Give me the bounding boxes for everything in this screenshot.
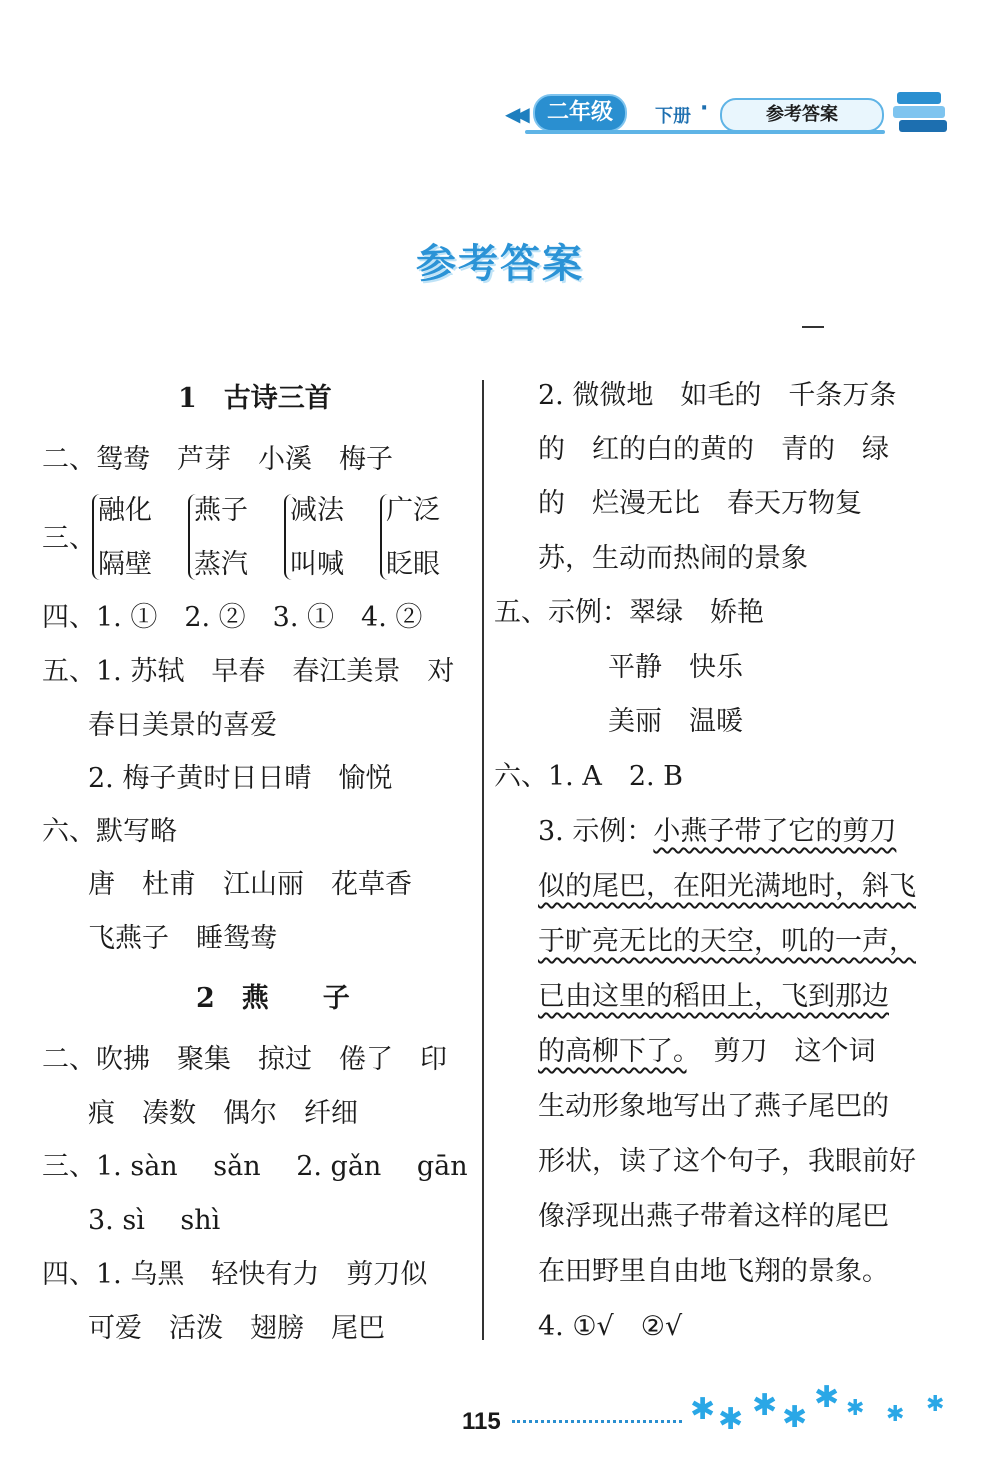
quoted-sentence: 的高柳下了。 [538, 1036, 687, 1067]
volume-label: 下册 [655, 106, 691, 127]
answer-line: 2. 梅子黄时日日晴 愉悦 [88, 763, 393, 794]
stars-decoration [690, 1378, 980, 1438]
header-separator: · [700, 96, 709, 121]
star-icon: ✱ [886, 1402, 905, 1427]
double-arrow-icon: ◀◀ [505, 102, 524, 126]
answer-line-prefix: 三、 [42, 523, 96, 554]
answer-line: 五、示例：翠绿 娇艳 [494, 597, 764, 628]
answer-line: 二、鸳鸯 芦芽 小溪 梅子 [42, 444, 393, 475]
page-title: 参考答案 [416, 241, 584, 287]
answer-line: 三、1. sàn sǎn 2. gǎn gān [42, 1151, 468, 1182]
pair-top-2: 燕子 [194, 495, 248, 526]
star-icon: ✱ [926, 1392, 945, 1417]
answer-line [538, 815, 896, 849]
star-icon: ✱ [690, 1392, 716, 1427]
column-divider [482, 380, 484, 1340]
answer-line: 4. ①√ ②√ [538, 1311, 683, 1342]
quoted-sentence: 小燕子带了它的剪刀 [653, 816, 897, 847]
answer-line: 可爱 活泼 翅膀 尾巴 [88, 1313, 385, 1344]
section-title-2: 2 燕 子 [196, 983, 350, 1014]
star-icon: ✱ [782, 1400, 808, 1435]
answer-line: 美丽 温暖 [608, 706, 743, 737]
answer-line: 平静 快乐 [608, 652, 743, 683]
grade-badge: 二年级 [533, 94, 627, 132]
pair-top-1: 融化 [98, 495, 152, 526]
answer-line: 生动形象地写出了燕子尾巴的 [538, 1091, 889, 1122]
star-icon: ✱ [846, 1396, 865, 1421]
example-prefix: 3. 示例： [538, 816, 654, 847]
answer-line: 唐 杜甫 江山丽 花草香 [88, 869, 412, 900]
pair-bottom-4: 眨眼 [386, 549, 440, 580]
answer-line: 形状，读了这个句子，我眼前好 [538, 1146, 916, 1177]
page-number: 115 [462, 1408, 501, 1435]
answer-line: 六、1. A 2. B [494, 761, 684, 792]
answer-line: 苏，生动而热闹的景象 [538, 543, 808, 574]
dotted-leader [512, 1420, 682, 1423]
quoted-sentence: 已由这里的稻田上，飞到那边 [538, 981, 889, 1012]
answer-line: 的 烂漫无比 春天万物复 [538, 488, 862, 519]
answer-line: 四、1. 乌黑 轻快有力 剪刀似 [42, 1259, 428, 1290]
answer-line: 痕 凑数 偶尔 纤细 [88, 1098, 358, 1129]
answer-line [538, 1035, 876, 1069]
quoted-sentence: 似的尾巴，在阳光满地时，斜飞 [538, 871, 916, 902]
pair-top-4: 广泛 [386, 495, 440, 526]
star-icon: ✱ [814, 1380, 840, 1415]
answer-line: 的 红的白的黄的 青的 绿 [538, 434, 889, 465]
pair-bottom-3: 叫喊 [290, 549, 344, 580]
books-icon [893, 90, 951, 138]
answer-line: 春日美景的喜爱 [88, 710, 277, 741]
section-title-1: 1 古诗三首 [178, 383, 332, 414]
answer-line: 四、1. ① 2. ② 3. ① 4. ② [42, 602, 423, 633]
answer-line: 在田野里自由地飞翔的景象。 [538, 1256, 889, 1287]
answer-line: 五、1. 苏轼 早春 春江美景 对 [42, 656, 455, 687]
answer-line: 二、吹拂 聚集 掠过 倦了 印 [42, 1044, 447, 1075]
answer-line: 飞燕子 睡鸳鸯 [88, 923, 277, 954]
pair-top-3: 减法 [290, 495, 344, 526]
star-icon: ✱ [752, 1388, 778, 1423]
answer-line: 3. sì shì [88, 1205, 221, 1236]
quoted-sentence: 于旷亮无比的天空，叽的一声， [538, 926, 916, 957]
title-dash [802, 326, 824, 328]
answer-line: 像浮现出燕子带着这样的尾巴 [538, 1201, 889, 1232]
header-banner [505, 88, 955, 148]
answer-label: 参考答案 [720, 98, 884, 132]
header-underline [525, 130, 885, 134]
answer-text: 剪刀 这个词 [686, 1036, 876, 1067]
answer-line: 六、默写略 [42, 816, 177, 847]
pair-bottom-2: 蒸汽 [194, 549, 248, 580]
answer-line: 2. 微微地 如毛的 千条万条 [538, 380, 897, 411]
star-icon: ✱ [718, 1402, 744, 1437]
pair-bottom-1: 隔壁 [98, 549, 152, 580]
